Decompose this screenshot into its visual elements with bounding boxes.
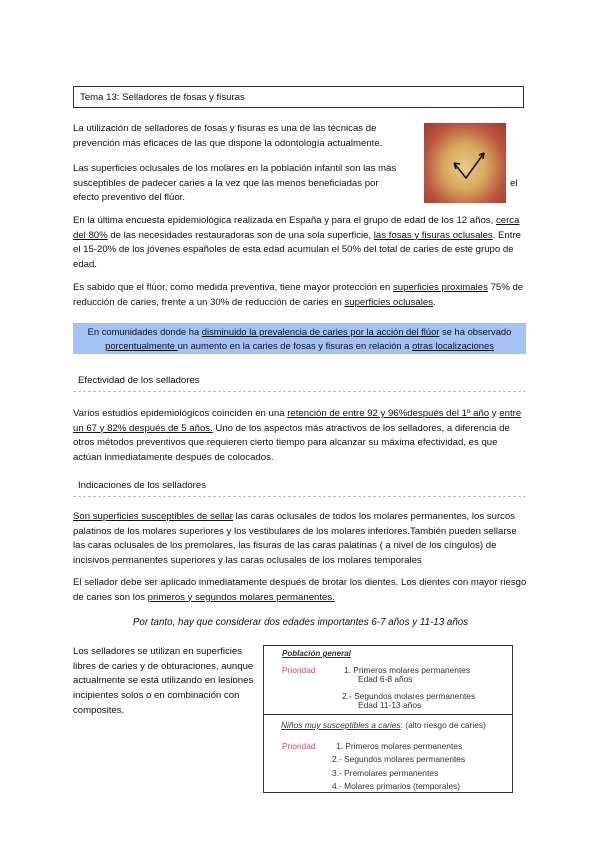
efectividad-paragraph: Varios estudios epidemiológicos coinciden en una retención de entre 92 y 96%después del 1º año y entre un 67 y 82% después de 5 años. Uno de los aspectos más atractivos de los selladores, a diferencia de otros métodos preventivos que requieren cierto tiempo para alcanzar su máxima efectividad, es que actúan inmediatamente después de colocados.	[73, 408, 522, 464]
general-item-age: Edad 11-13 años	[358, 700, 422, 710]
sellador-paragraph: El sellador debe ser aplicado inmediatamente después de brotar los dientes. Los dientes con mayor riesgo de caries son los primeros y segundos molares permanentes.	[73, 577, 527, 603]
intro-paragraph-2-tail: el	[510, 178, 518, 189]
section-heading-indicaciones: Indicaciones de los selladores	[78, 480, 206, 491]
intro-paragraph-1: La utilización de selladores de fosas y fisuras es una de las técnicas de prevención más eficaces de las que dispone la odontología actualmente.	[73, 123, 383, 149]
section-heading-efectividad: Efectividad de los selladores	[78, 375, 200, 386]
survey-paragraph: En la última encuesta epidemiológica realizada en España y para el grupo de edad de los 12 años, cerca del 80% de las necesidades restauradoras son de una sola superficie, las fosas y fisuras oclusales. Entre el 15-20% de los jóvenes españoles de esta edad acumulan el 50% del total de caries de este grupo de edad.	[73, 215, 521, 271]
indicaciones-paragraph: Son superficies susceptibles de sellar las caras oclusales de todos los molares permanentes, los surcos palatinos de los molares superiores y los vestibulares de los molares inferiores.También pueden sellarse las caras oclusales de los premolares, las fisuras de las caras palatinas ( a nivel de los cíngulos) de incisivos permanentes superiores y las caras oclusales de los molares temporales	[73, 511, 517, 567]
molar-image	[424, 123, 506, 203]
divider	[73, 496, 526, 497]
risk-item: 2.- Segundos molares permanentes	[332, 754, 466, 764]
intro-paragraph-2: Las superficies oclusales de los molares en la población infantil son las más susceptibles de padecer caries a la vez que las menos beneficiadas por	[73, 163, 397, 189]
general-item: 2.- Segundos molares permanentes	[342, 691, 476, 701]
table-divider	[264, 714, 512, 715]
intro-paragraph-2-end: efecto preventivo del flúor.	[73, 192, 185, 203]
fluor-paragraph: Es sabido que el flúor, como medida preventiva, tiene mayor protección en superficies proximales 75% de reducción de caries, frente a un 30% de reducción de caries en superficies oclusales.	[73, 282, 524, 308]
general-item-age: Edad 6-8 años	[358, 674, 413, 684]
priority-label: Prioridad	[282, 741, 316, 751]
divider	[73, 391, 526, 392]
risk-item: 1. Primeros molares permanentes	[336, 741, 463, 751]
general-item: 1. Primeros molares permanentes	[344, 665, 471, 675]
arrows-icon	[424, 123, 506, 203]
page-title: Tema 13: Selladores de fosas y fisuras	[73, 86, 524, 108]
priority-label: Prioridad	[282, 665, 316, 675]
risk-item: 4.- Molares primarios (temporales)	[332, 781, 460, 791]
side-paragraph: Los selladores se utilizan en superficies libres de caries y de obturaciones, aunque actualmente se está utilizando en lesiones incipientes solos o en combinación con composites.	[73, 646, 254, 716]
risk-item: 3.- Premolares permanentes	[332, 768, 439, 778]
general-heading: Población general	[282, 649, 351, 658]
callout-box: En comunidades donde ha disminuido la prevalencia de caries por la acción del flúor se ha observado porcentualmente un aumento en la caries de fosas y fisuras en relación a otras localizaciones	[73, 323, 526, 354]
priority-table	[263, 645, 513, 793]
risk-heading: Niños muy susceptibles a caries: (alto riesgo de caries)	[281, 720, 486, 730]
edades-note: Por tanto, hay que considerar dos edades importantes 6-7 años y 11-13 años	[132, 617, 469, 628]
